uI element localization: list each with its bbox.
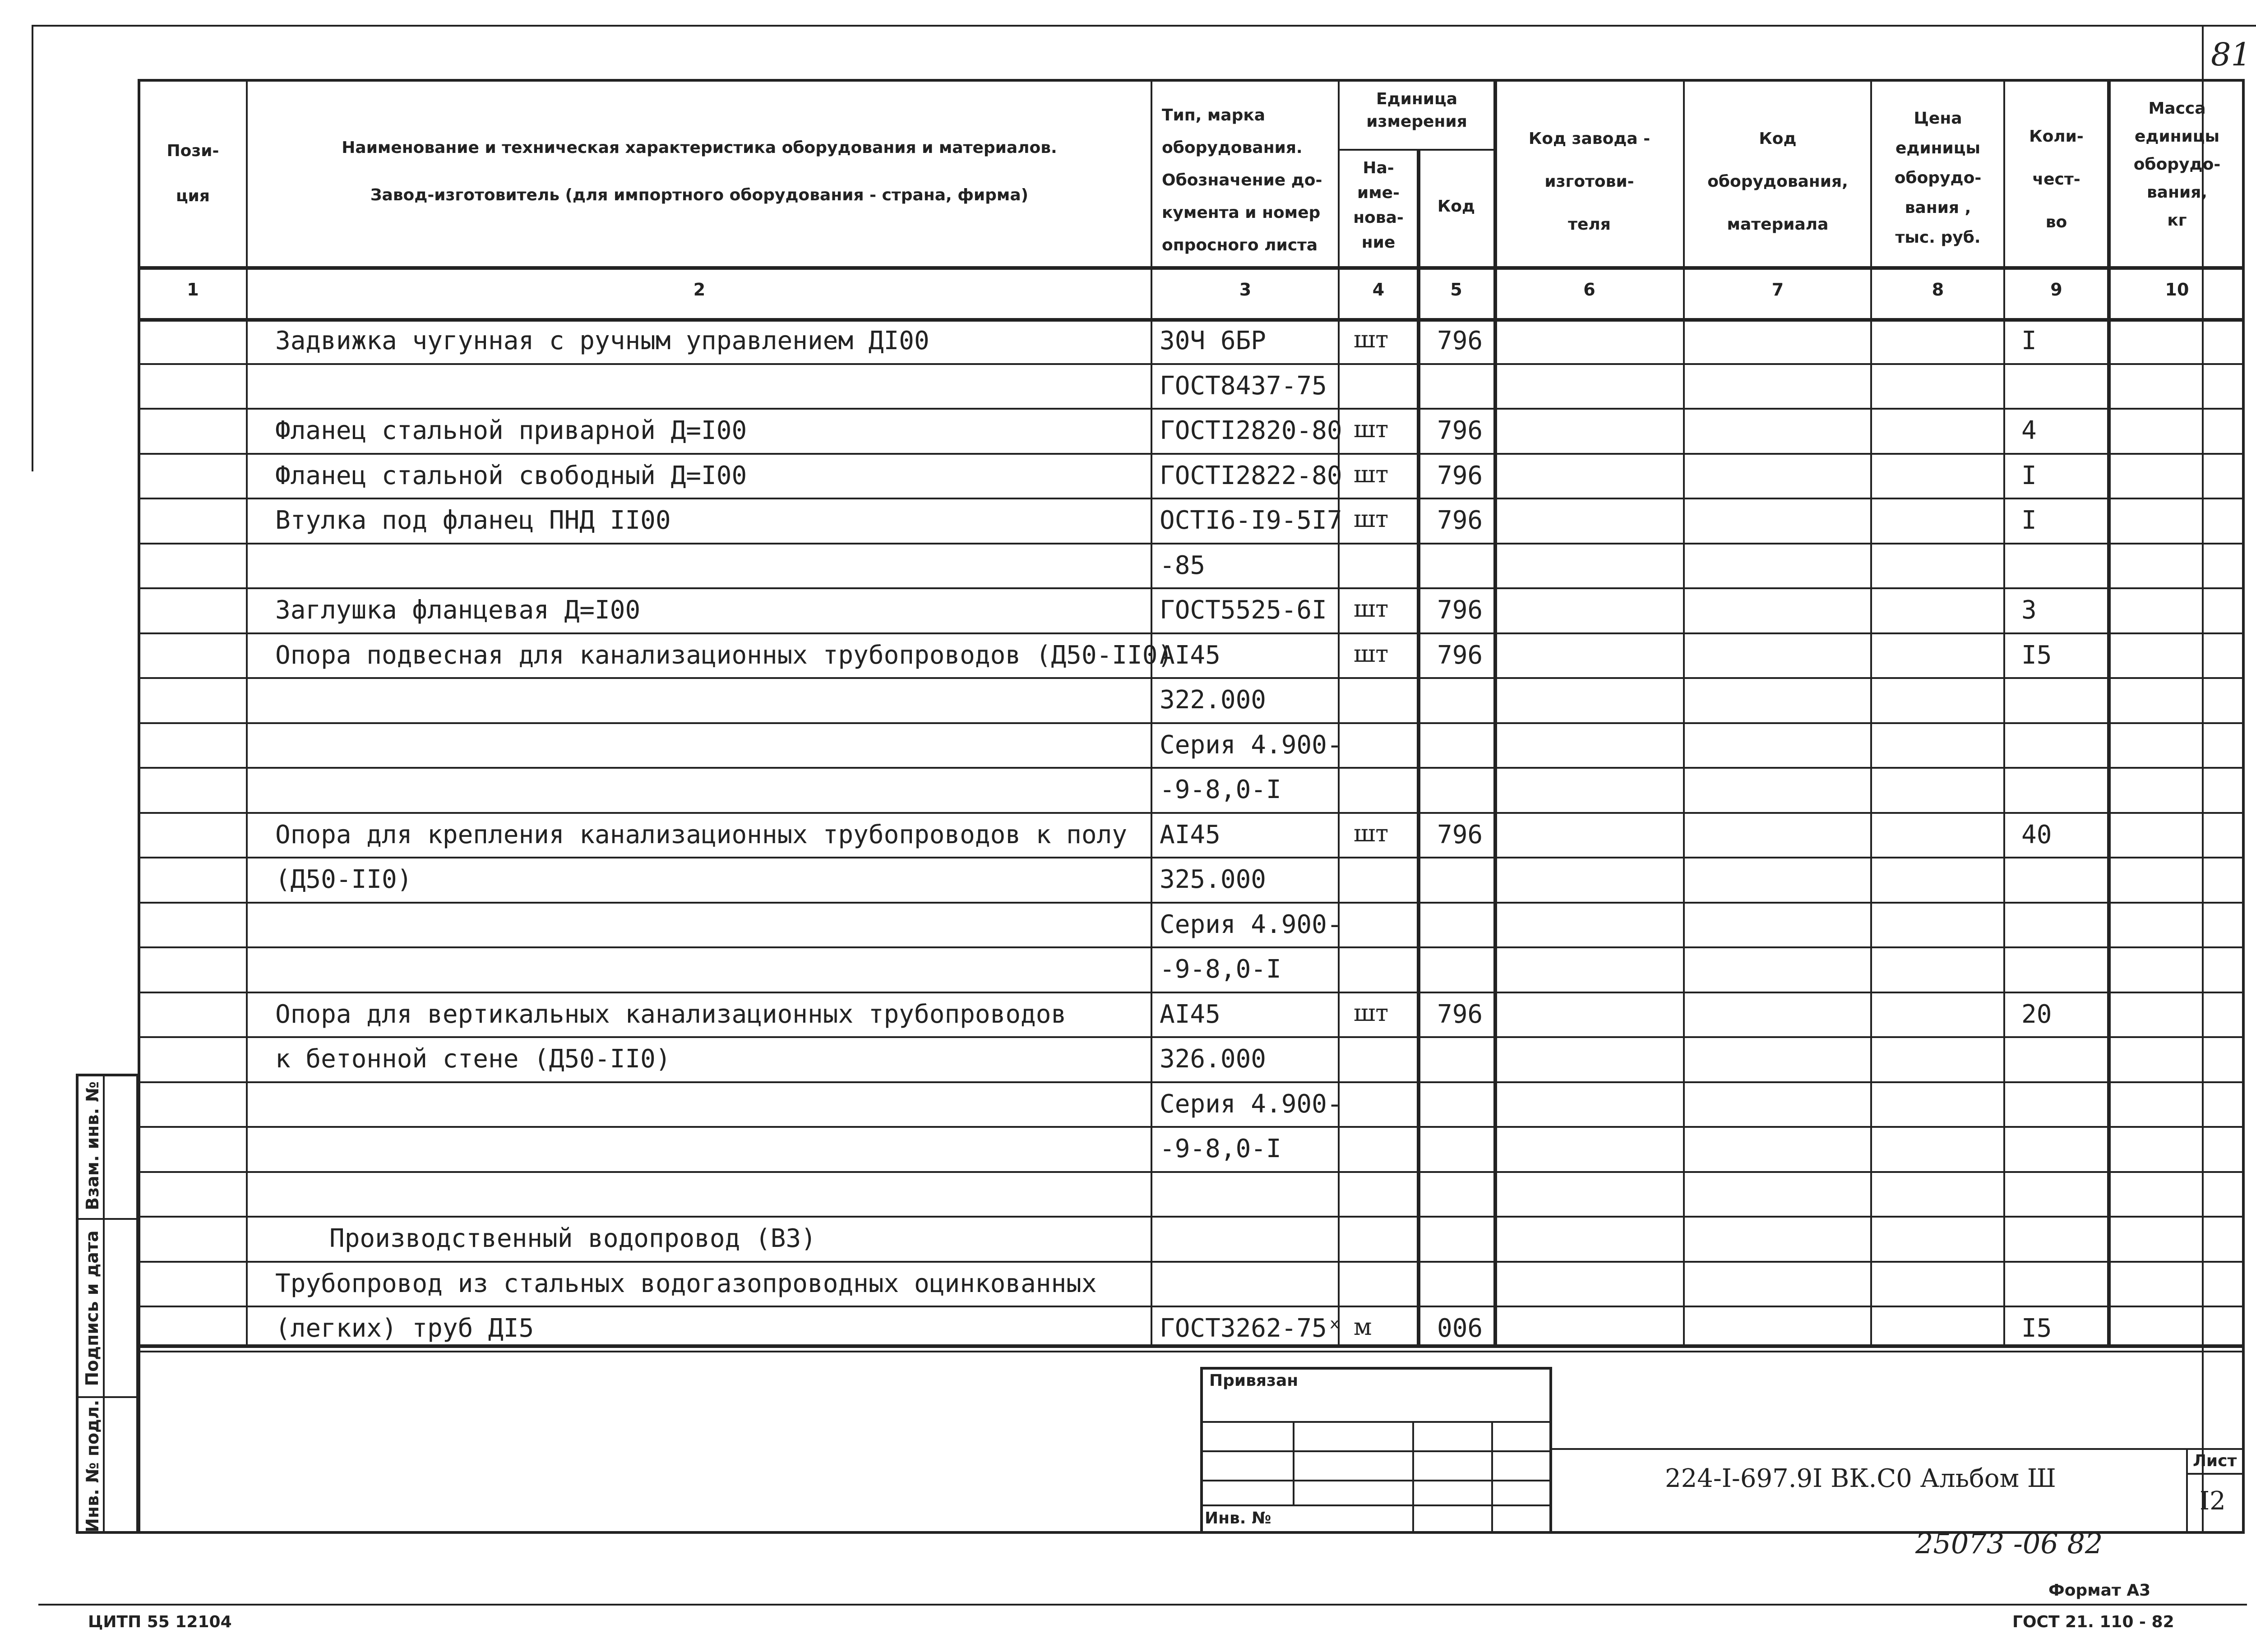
col-number-9: 9 xyxy=(2050,280,2062,300)
col-number-7: 7 xyxy=(1771,280,1784,300)
row-qty: I xyxy=(2021,326,2037,355)
row-divider xyxy=(138,857,2245,858)
col-number-1: 1 xyxy=(187,280,199,300)
row-code: 796 xyxy=(1437,640,1483,670)
privyazan-vline-1 xyxy=(1293,1421,1294,1504)
row-code: 796 xyxy=(1437,326,1483,355)
row-divider xyxy=(138,1351,2245,1352)
row-name: (Д50-II0) xyxy=(275,865,412,894)
row-divider xyxy=(138,632,2245,634)
row-type: -9-8,0-I xyxy=(1160,775,1281,804)
row-code: 796 xyxy=(1437,461,1483,490)
row-qty: 40 xyxy=(2021,820,2052,849)
row-type: -9-8,0-I xyxy=(1160,1134,1281,1163)
header-col7: Код оборудования, материала xyxy=(1707,129,1848,234)
row-type: Серия 4.900- xyxy=(1160,1089,1342,1119)
row-type: 325.000 xyxy=(1160,865,1267,894)
row-type: ГОСТI2820-80 xyxy=(1160,416,1342,445)
top-frame-line xyxy=(32,25,2256,27)
row-type: ГОСТI2822-80 xyxy=(1160,461,1342,490)
row-divider xyxy=(138,677,2245,679)
sheet-label: Лист xyxy=(2193,1452,2237,1470)
col-number-4: 4 xyxy=(1372,280,1385,300)
row-divider xyxy=(138,992,2245,993)
row-name: Втулка под фланец ПНД II00 xyxy=(275,506,671,535)
col-number-6: 6 xyxy=(1583,280,1595,300)
header-col5: Код xyxy=(1437,197,1475,216)
row-name: Опора для вертикальных канализационных трубопроводов xyxy=(275,999,1067,1029)
row-name: Фланец стальной свободный Д=I00 xyxy=(275,461,747,490)
col-number-5: 5 xyxy=(1450,280,1462,300)
footer-line xyxy=(38,1604,2247,1606)
row-type: АI45 xyxy=(1160,640,1220,670)
row-type: Серия 4.900- xyxy=(1160,730,1342,760)
row-code: 796 xyxy=(1437,999,1483,1029)
row-unit: шт xyxy=(1354,506,1389,533)
row-divider xyxy=(138,498,2245,499)
row-type: -85 xyxy=(1160,550,1206,580)
privyazan-line-1 xyxy=(1200,1421,1552,1423)
row-type: ГОСТ3262-75ˣ xyxy=(1160,1314,1342,1343)
header-col4: На- име- нова- ние xyxy=(1353,159,1404,252)
row-type: 30Ч 6БР xyxy=(1160,326,1267,355)
col-number-10: 10 xyxy=(2165,280,2189,300)
row-type: ГОСТ8437-75 xyxy=(1160,371,1327,401)
row-type: Серия 4.900- xyxy=(1160,909,1342,939)
header-col8: Цена единицы оборудо- вания , тыс. руб. xyxy=(1894,109,1982,247)
left-crop-line xyxy=(32,25,33,471)
col-line-4 xyxy=(1417,149,1420,1344)
row-name: Заглушка фланцевая Д=I00 xyxy=(275,595,641,625)
row-type: ОСТI6-I9-5I7 xyxy=(1160,506,1342,535)
row-type: 322.000 xyxy=(1160,685,1267,715)
row-divider xyxy=(138,587,2245,589)
row-name: Фланец стальной приварной Д=I00 xyxy=(275,416,747,445)
row-divider xyxy=(138,363,2245,365)
row-type: 326.000 xyxy=(1160,1044,1267,1074)
row-divider xyxy=(138,1081,2245,1083)
row-code: 796 xyxy=(1437,595,1483,625)
row-name: (легких) труб ДI5 xyxy=(275,1314,534,1343)
row-code: 006 xyxy=(1437,1314,1483,1343)
row-qty: I xyxy=(2021,461,2037,490)
header-col3: Тип, марка оборудования. Обозначение до- кумента и номер опросного листа xyxy=(1162,106,1322,254)
row-name: Производственный водопровод (В3) xyxy=(329,1224,816,1253)
row-type: ГОСТ5525-6I xyxy=(1160,595,1327,625)
sheet-number: I2 xyxy=(2200,1486,2226,1516)
row-qty: I xyxy=(2021,506,2037,535)
sheet-label-line xyxy=(2186,1473,2245,1475)
privyazan-vline-2 xyxy=(1412,1421,1414,1534)
inv-podl-label: Инв. № подл. xyxy=(83,1399,102,1533)
title-block-top xyxy=(1552,1448,2245,1450)
row-unit: шт xyxy=(1354,461,1389,488)
header-col1: Пози- ция xyxy=(166,142,219,205)
sheet-divider xyxy=(2186,1448,2188,1534)
format-label: Формат А3 xyxy=(2048,1581,2151,1600)
row-unit: шт xyxy=(1354,820,1389,847)
row-code: 796 xyxy=(1437,820,1483,849)
privyazan-line-2 xyxy=(1200,1450,1552,1452)
numbers-bottom-line xyxy=(138,318,2245,322)
header-col9: Коли- чест- во xyxy=(2029,127,2084,231)
row-qty: I5 xyxy=(2021,1314,2052,1343)
header-col10: Масса единицы оборудо- вания, кг xyxy=(2133,99,2221,230)
row-name: Задвижка чугунная с ручным управлением ДI00 xyxy=(275,326,929,355)
row-name: Опора подвесная для канализационных трубопроводов (Д50-II0) xyxy=(275,640,1173,670)
row-name: к бетонной стене (Д50-II0) xyxy=(275,1044,671,1074)
row-divider xyxy=(138,543,2245,545)
row-divider xyxy=(138,1306,2245,1307)
row-unit: шт xyxy=(1354,999,1389,1027)
header-unit-group: Единица измерения xyxy=(1366,90,1467,131)
row-name: Трубопровод из стальных водогазопроводных оцинкованных xyxy=(275,1269,1097,1298)
row-divider xyxy=(138,946,2245,948)
row-type: АI45 xyxy=(1160,999,1220,1029)
row-type: АI45 xyxy=(1160,820,1220,849)
row-divider xyxy=(138,1171,2245,1173)
row-code: 796 xyxy=(1437,416,1483,445)
row-type: -9-8,0-I xyxy=(1160,955,1281,984)
row-unit: шт xyxy=(1354,640,1389,668)
row-name: Опора для крепления канализационных трубопроводов к полу xyxy=(275,820,1128,849)
archive-number: 25073 -06 82 xyxy=(1915,1527,2103,1560)
row-unit: шт xyxy=(1354,416,1389,443)
row-divider xyxy=(138,902,2245,904)
body-bottom-line xyxy=(138,1344,2245,1348)
privyazan-line-3 xyxy=(1200,1480,1552,1481)
col-number-2: 2 xyxy=(693,280,706,300)
vzam-label: Взам. инв. № xyxy=(83,1081,102,1210)
row-code: 796 xyxy=(1437,506,1483,535)
page-number: 81 xyxy=(2211,36,2251,73)
document-designation: 224-I-697.9I ВК.С0 Альбом Ш xyxy=(1665,1464,2056,1493)
privyazan-vline-3 xyxy=(1491,1421,1493,1534)
privyazan-line-4 xyxy=(1200,1504,1552,1506)
row-divider xyxy=(138,453,2245,455)
row-divider xyxy=(138,408,2245,410)
row-qty: 4 xyxy=(2021,416,2037,445)
row-divider xyxy=(138,812,2245,814)
footer-left-code: ЦИТП 55 12104 xyxy=(88,1613,232,1631)
row-unit: шт xyxy=(1354,326,1389,353)
header-col2: Наименование и техническая характеристика оборудования и материалов. Завод-изготовитель (для импортного оборудования - страна, фирма) xyxy=(342,138,1057,204)
col-number-3: 3 xyxy=(1239,280,1252,300)
header-col6: Код завода - изготови- теля xyxy=(1528,129,1650,234)
footer-gost: ГОСТ 21. 110 - 82 xyxy=(2012,1613,2174,1631)
privyazan-label: Привязан xyxy=(1209,1371,1299,1390)
row-divider xyxy=(138,1036,2245,1038)
row-qty: 20 xyxy=(2021,999,2052,1029)
row-divider xyxy=(138,1216,2245,1218)
row-divider xyxy=(138,767,2245,769)
row-divider xyxy=(138,1126,2245,1128)
inv-no-label: Инв. № xyxy=(1205,1509,1271,1527)
row-divider xyxy=(138,722,2245,724)
row-qty: I5 xyxy=(2021,640,2052,670)
row-unit: шт xyxy=(1354,595,1389,623)
row-unit: м xyxy=(1354,1314,1372,1341)
header-bottom-line xyxy=(138,266,2245,270)
header-subline xyxy=(1338,149,1493,151)
col-number-8: 8 xyxy=(1932,280,1944,300)
podpis-label: Подпись и дата xyxy=(82,1230,102,1386)
row-qty: 3 xyxy=(2021,595,2037,625)
row-divider xyxy=(138,1261,2245,1263)
